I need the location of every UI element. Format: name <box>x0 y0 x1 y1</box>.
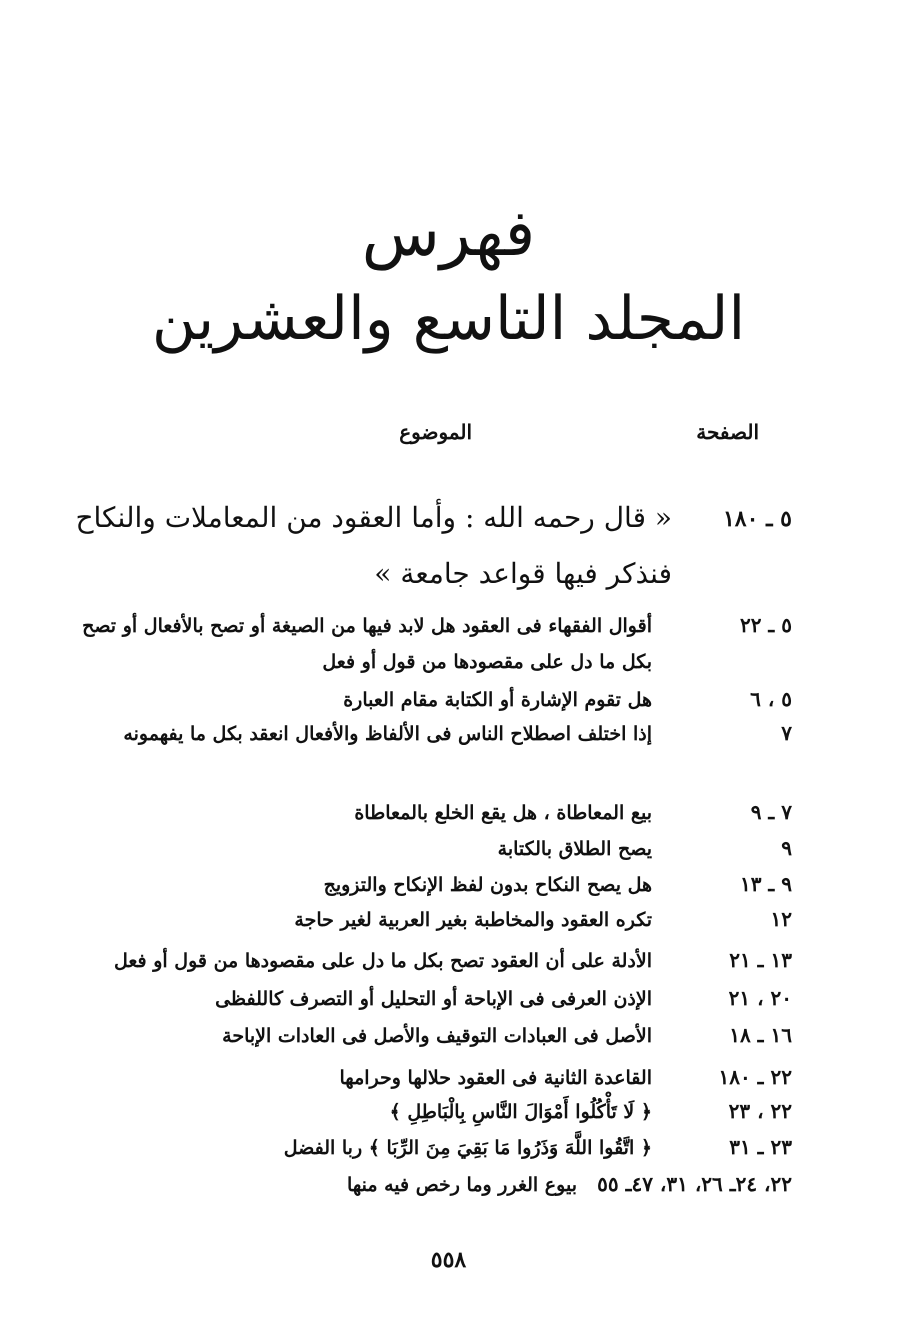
entry-text: تكره العقود والمخاطبة بغير العربية لغير حاجة <box>294 909 652 931</box>
entry-text: الأصل فى العبادات التوقيف والأصل فى العادات الإباحة <box>222 1025 652 1047</box>
entry-text: أقوال الفقهاء فى العقود هل لابد فيها من الصيغة أو تصح بالأفعال أو تصح بكل ما دل على مقصودها من قول أو فعل <box>82 615 652 673</box>
entry-pages: ٩ ـ ١٣ <box>739 872 792 896</box>
page-subtitle: المجلد التاسع والعشرين <box>151 284 746 354</box>
entry-pages: ٢٢ ـ ١٨٠ <box>718 1065 792 1089</box>
entry-pages: ٩ <box>781 836 792 860</box>
entry-text: يصح الطلاق بالكتابة <box>497 838 652 860</box>
entry-text: ﴿ لَا تَأْكُلُوا أَمْوَالَ النَّاسِ بِالْبَاطِلِ ﴾ <box>389 1101 652 1123</box>
entry-text: « قال رحمه الله : وأما العقود من المعاملات والنكاح فنذكر فيها قواعد جامعة » <box>75 501 672 590</box>
entry-pages: ٥ ، ٦ <box>750 687 792 711</box>
entry-pages: ٢٢ ، ٢٣ <box>728 1099 792 1123</box>
page-number: ٥٥٨ <box>430 1247 467 1273</box>
entry-text: الأدلة على أن العقود تصح بكل ما دل على مقصودها من قول أو فعل <box>113 950 652 972</box>
entry-pages: ٥ ـ ١٨٠ <box>722 506 792 532</box>
entry-pages: ٢٣ ـ ٣١ <box>729 1135 792 1159</box>
entry-text: إذا اختلف اصطلاح الناس فى الألفاظ والأفعال انعقد بكل ما يفهمونه <box>123 723 652 745</box>
entry-text: الإذن العرفى فى الإباحة أو التحليل أو التصرف كاللفظى <box>215 988 652 1010</box>
entry-pages: ١٦ ـ ١٨ <box>729 1023 792 1047</box>
entry-text: بيع المعاطاة ، هل يقع الخلع بالمعاطاة <box>354 802 652 824</box>
entry-text: ﴿ اتَّقُوا اللَّهَ وَذَرُوا مَا بَقِيَ مِنَ الرِّبَا ﴾ ربا الفضل <box>283 1137 652 1159</box>
entry-text: القاعدة الثانية فى العقود حلالها وحرامها <box>339 1067 652 1089</box>
entry-pages: ٥ ـ ٢٢ <box>739 613 792 637</box>
column-header-topic: الموضوع <box>399 420 472 444</box>
entry-text: بيوع الغرر وما رخص فيه منها <box>347 1174 577 1196</box>
entry-pages: ٧ <box>781 721 792 745</box>
entry-pages: ٢٠ ، ٢١ <box>728 986 792 1010</box>
entry-pages: ١٣ ـ ٢١ <box>729 948 792 972</box>
entry-pages: ١٢ <box>770 907 792 931</box>
entry-pages: ٧ ـ ٩ <box>750 800 792 824</box>
entry-text: هل تقوم الإشارة أو الكتابة مقام العبارة <box>343 689 652 711</box>
entry-pages: ٢٢، ٢٤ـ ٢٦، ٣١، ٤٧ـ ٥٥ <box>597 1172 792 1196</box>
entry-text: هل يصح النكاح بدون لفظ الإنكاح والتزويج <box>323 874 652 896</box>
column-header-page: الصفحة <box>696 420 759 444</box>
page-title: فهرس <box>361 197 536 271</box>
